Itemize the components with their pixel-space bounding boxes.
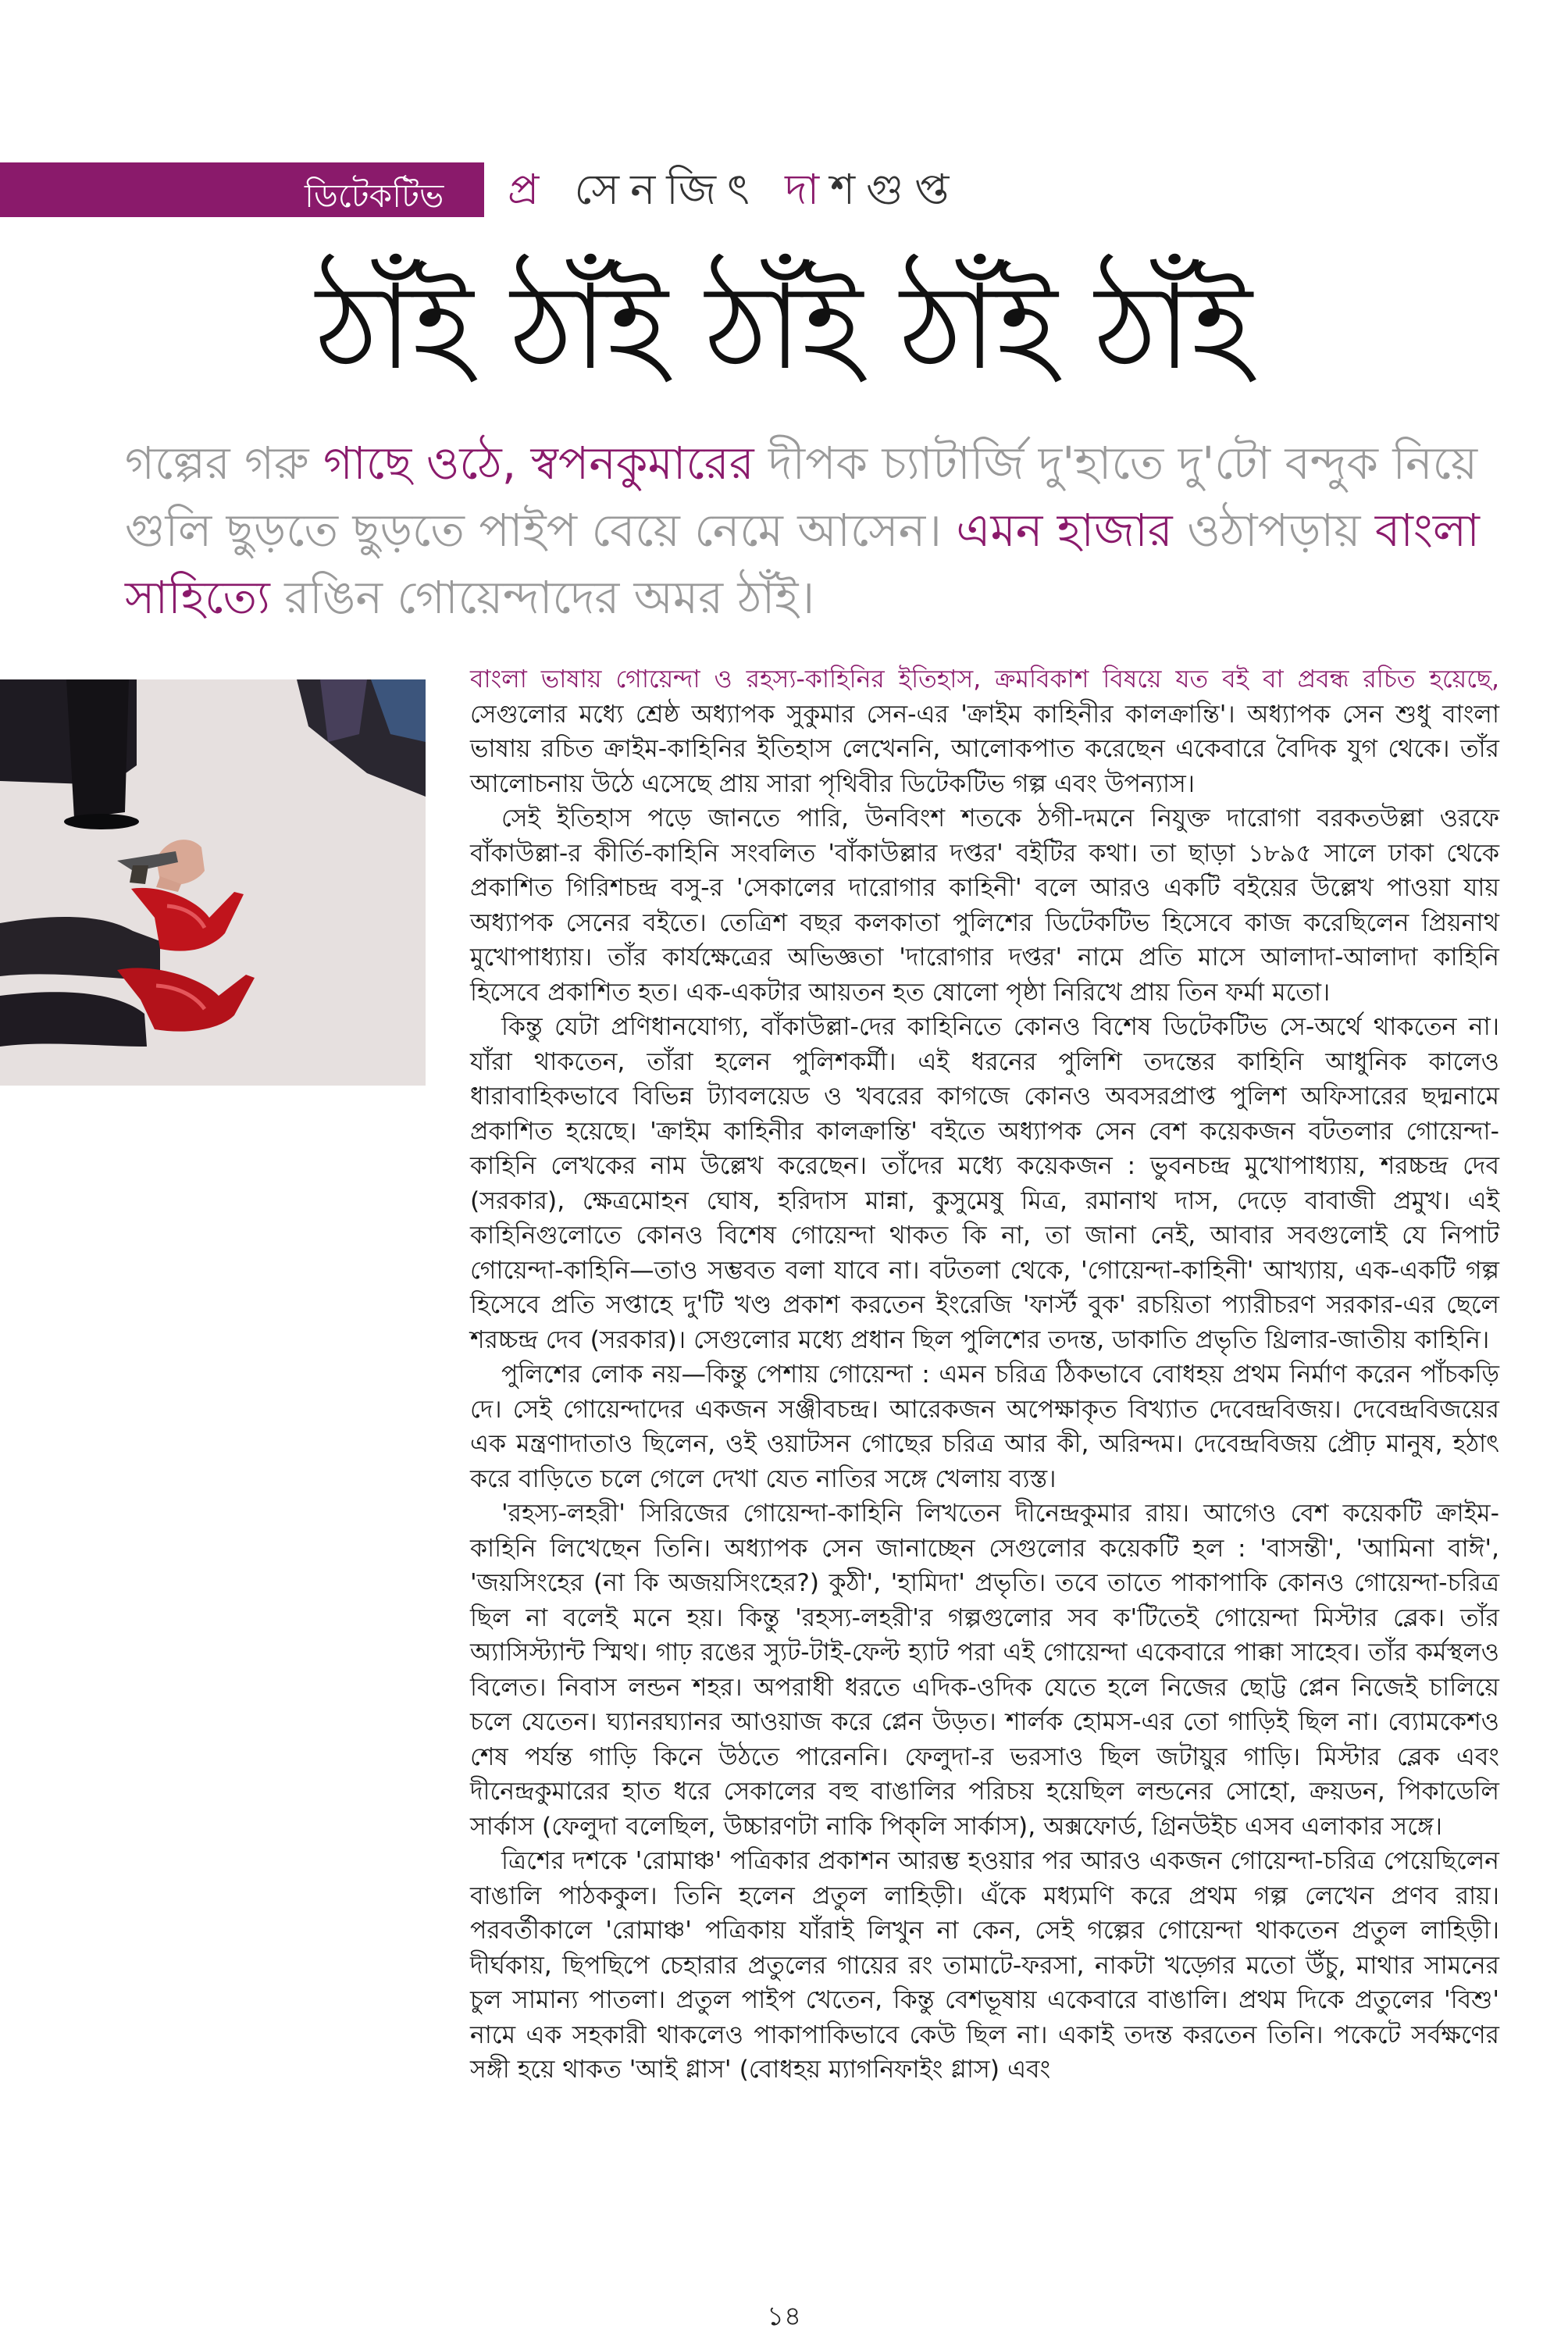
body-paragraph-3: কিন্তু যেটা প্রণিধানযোগ্য, বাঁকাউল্লা-দের কাহিনিতে কোনও বিশেষ ডিটেকটিভ সে-অর্থে থাকতেন না। যাঁরা থাকতেন, তাঁরা হলেন পুলিশকর্মী। এই ধরনের পুলিশি তদন্তের কাহিনি আধুনিক কালেও ধারাবাহিকভাবে বিভিন্ন ট্যাবলয়েড ও খবরের কাগজে কোনও অবসরপ্রাপ্ত পুলিশ অফিসারের ছদ্মনামে প্রকাশিত হয়েছে। 'ক্রাইম কাহিনীর কালক্রান্তি' বইতে অধ্যাপক সেন বেশ কয়েকজন বটতলার গোয়েন্দা-কাহিনি লেখকের নাম উল্লেখ করেছেন। তাঁদের মধ্যে কয়েকজন : ভুবনচন্দ্র মুখোপাধ্যায়, শরচ্চন্দ্র দেব (সরকার), ক্ষেত্রমোহন ঘোষ, হরিদাস মান্না, কুসুমেষু মিত্র, রমানাথ দাস, দেড়ে বাবাজী প্রমুখ। এই কাহিনিগুলোতে কোনও বিশেষ গোয়েন্দা থাকত কি না, তা জানা নেই, আবার সবগুলোই যে নিপাট গোয়েন্দা-কাহিনি—তাও সম্ভবত বলা যাবে না। বটতলা থেকে, 'গোয়েন্দা-কাহিনী' আখ্যায়, এক-একটি গল্প হিসেবে প্রতি সপ্তাহে দু'টি খণ্ড প্রকাশ করতেন ইংরেজি 'ফার্স্ট বুক' রচয়িতা প্যারীচরণ সরকার-এর ছেলে শরচ্চন্দ্র দেব (সরকার)। সেগুলোর মধ্যে প্রধান ছিল পুলিশের তদন্ত, ডাকাতি প্রভৃতি থ্রিলার-জাতীয় কাহিনি। bbox=[470, 1013, 1499, 1354]
headline: ঠাঁই ঠাঁই ঠাঁই ঠাঁই ঠাঁই bbox=[315, 260, 1253, 396]
author-part-2: সেনজিৎ bbox=[574, 165, 761, 214]
body-paragraph-1-text: সেগুলোর মধ্যে শ্রেষ্ঠ অধ্যাপক সুকুমার সেন-এর 'ক্রাইম কাহিনীর কালক্রান্তি'। অধ্যাপক সেন শুধু বাংলা ভাষায় রচিত ক্রাইম-কাহিনির ইতিহাস লেখেননি, আলোকপাত করেছেন একেবারে বৈদিক যুগ থেকে। তাঁর আলোচনায় উঠে এসেছে প্রায় সারা পৃথিবীর ডিটেকটিভ গল্প এবং উপন্যাস। bbox=[470, 700, 1499, 798]
body-intro: বাংলা ভাষায় গোয়েন্দা ও রহস্য-কাহিনির ইতিহাস, ক্রমবিকাশ বিষয়ে যত বই বা প্রবন্ধ রচিত হয়েছে, bbox=[470, 665, 1499, 694]
section-label: ডিটেকটিভ bbox=[305, 177, 444, 215]
body-paragraph-4: পুলিশের লোক নয়—কিন্তু পেশায় গোয়েন্দা : এমন চরিত্র ঠিকভাবে বোধহয় প্রথম নির্মাণ করেন পাঁচকড়ি দে। সেই গোয়েন্দাদের একজন সঞ্জীবচন্দ্র। আরেকজন অপেক্ষাকৃত বিখ্যাত দেবেন্দ্রবিজয়। দেবেন্দ্রবিজয়ের এক মন্ত্রণাদাতাও ছিলেন, ওই ওয়াটসন গোছের চরিত্র আর কী, অরিন্দম। দেবেন্দ্রবিজয় প্রৌঢ় মানুষ, হঠাৎ করে বাড়িতে চলে গেলে দেখা যেত নাতির সঙ্গে খেলায় ব্যস্ত। bbox=[470, 1360, 1499, 1493]
deck-highlight-2: এমন হাজার bbox=[956, 504, 1173, 557]
article-photo bbox=[0, 679, 426, 1086]
article-body bbox=[470, 662, 1499, 2088]
deck-segment-2: দীপক চ্যাটার্জি দু'হাতে দু'টো বন্দুক নিয়ে গুলি ছুড়তে ছুড়তে পাইপ বেয়ে নেমে আসেন। bbox=[125, 437, 1478, 557]
deck-highlight-3: বাংলা সাহিত্যে bbox=[125, 504, 1480, 624]
deck-highlight-1: গাছে ওঠে, স্বপনকুমারের bbox=[323, 437, 754, 490]
author-part-1: প্র bbox=[508, 165, 551, 214]
body-paragraph-1 bbox=[470, 662, 1499, 801]
deck-standfirst bbox=[125, 430, 1499, 631]
author-byline bbox=[508, 162, 960, 217]
page-number: ১৪ bbox=[766, 2301, 802, 2332]
body-paragraph-5: 'রহস্য-লহরী' সিরিজের গোয়েন্দা-কাহিনি লিখতেন দীনেন্দ্রকুমার রায়। আগেও বেশ কয়েকটি ক্রাইম-কাহিনি লিখেছেন তিনি। অধ্যাপক সেন জানাচ্ছেন সেগুলোর কয়েকটি হল : 'বাসন্তী', 'আমিনা বাঈ', 'জয়সিংহের (না কি অজয়সিংহের?) কুঠী', 'হামিদা' প্রভৃতি। তবে তাতে পাকাপাকি কোনও গোয়েন্দা-চরিত্র ছিল না বলেই মনে হয়। কিন্তু 'রহস্য-লহরী'র গল্পগুলোর সব ক'টিতেই গোয়েন্দা মিস্টার ব্লেক। তাঁর অ্যাসিস্ট্যান্ট স্মিথ। গাঢ় রঙের স্যুট-টাই-ফেল্ট হ্যাট পরা এই গোয়েন্দা একেবারে পাক্কা সাহেব। তাঁর কর্মস্থলও বিলেত। নিবাস লন্ডন শহর। অপরাধী ধরতে এদিক-ওদিক যেতে হলে নিজের ছোট্ট প্লেন নিজেই চালিয়ে চলে যেতেন। ঘ্যানরঘ্যানর আওয়াজ করে প্লেন উড়ত। শার্লক হোমস-এর তো গাড়িই ছিল না। ব্যোমকেশও শেষ পর্যন্ত গাড়ি কিনে উঠতে পারেননি। ফেলুদা-র ভরসাও ছিল জটায়ুর গাড়ি। মিস্টার ব্লেক এবং দীনেন্দ্রকুমারের হাত ধরে সেকালের বহু বাঙালির পরিচয় হয়েছিল লন্ডনের সোহো, ক্রয়ডন, পিকাডেলি সার্কাস (ফেলুদা বলেছিল, উচ্চারণটা নাকি পিক্‌লি সার্কাস), অক্সফোর্ড, গ্রিনউইচ এসব এলাকার সঙ্গে। bbox=[470, 1500, 1499, 1841]
author-part-3: দা bbox=[785, 165, 831, 214]
body-paragraph-2: সেই ইতিহাস পড়ে জানতে পারি, উনবিংশ শতকে ঠগী-দমনে নিযুক্ত দারোগা বরকতউল্লা ওরফে বাঁকাউল্লা-র কীর্তি-কাহিনি সংবলিত 'বাঁকাউল্লার দপ্তর' বইটির কথা। তা ছাড়া ১৮৯৫ সালে ঢাকা থেকে প্রকাশিত গিরিশচন্দ্র বসু-র 'সেকালের দারোগার কাহিনী' বলে আরও একটি বইয়ের উল্লেখ পাওয়া যায় অধ্যাপক সেনের বইতে। তেত্রিশ বছর কলকাতা পুলিশের ডিটেকটিভ হিসেবে কাজ করেছিলেন প্রিয়নাথ মুখোপাধ্যায়। তাঁর কার্যক্ষেত্রের অভিজ্ঞতা 'দারোগার দপ্তর' নামে প্রতি মাসে আলাদা-আলাদা কাহিনি হিসেবে প্রকাশিত হত। এক-একটার আয়তন হত ষোলো পৃষ্ঠা নিরিখে প্রায় তিন ফর্মা মতো। bbox=[470, 804, 1499, 1007]
author-part-4: শগুপ্ত bbox=[830, 165, 960, 214]
photo-illustration bbox=[0, 679, 426, 1086]
deck-segment-4: রঙিন গোয়েন্দাদের অমর ঠাঁই। bbox=[269, 571, 815, 624]
deck-segment-1: গল্পের গরু bbox=[125, 437, 324, 490]
body-paragraph-6: ত্রিশের দশকে 'রোমাঞ্চ' পত্রিকার প্রকাশন আরম্ভ হওয়ার পর আরও একজন গোয়েন্দা-চরিত্র পেয়েছিলেন বাঙালি পাঠককুল। তিনি হলেন প্রতুল লাহিড়ী। এঁকে মধ্যমণি করে প্রথম গল্প লেখেন প্রণব রায়। পরবর্তীকালে 'রোমাঞ্চ' পত্রিকায় যাঁরাই লিখুন না কেন, সেই গল্পের গোয়েন্দা থাকতেন প্রতুল লাহিড়ী। দীর্ঘকায়, ছিপছিপে চেহারার প্রতুলের গায়ের রং তামাটে-ফরসা, নাকটা খড়্গের মতো উঁচু, মাথার সামনের চুল সামান্য পাতলা। প্রতুল পাইপ খেতেন, কিন্তু বেশভূষায় একেবারে বাঙালি। প্রথম দিকে প্রতুলের 'বিশু' নামে এক সহকারী থাকলেও পাকাপাকিভাবে কেউ ছিল না। একাই তদন্ত করতেন তিনি। পকেটে সর্বক্ষণের সঙ্গী হয়ে থাকত 'আই গ্লাস' (বোধহয় ম্যাগনিফাইং গ্লাস) এবং bbox=[470, 1847, 1499, 2084]
deck-segment-3: ওঠাপড়ায় bbox=[1172, 504, 1375, 557]
